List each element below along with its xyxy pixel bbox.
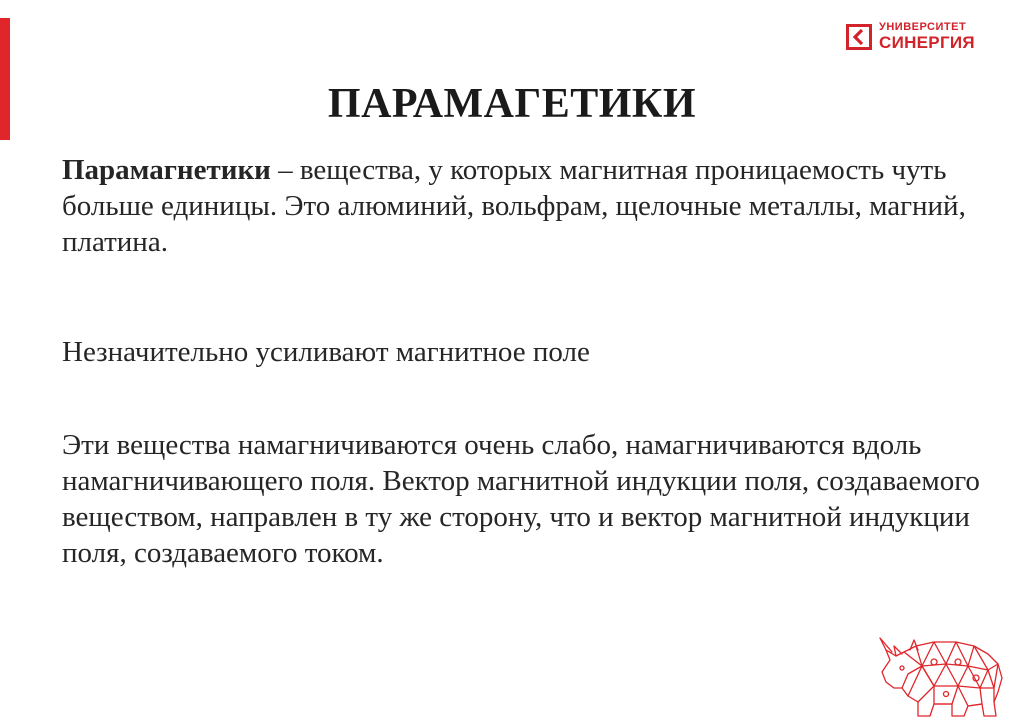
definition-paragraph xyxy=(62,152,982,260)
slide-content xyxy=(62,152,982,571)
effect-paragraph: Незначительно усиливают магнитное поле xyxy=(62,336,590,368)
slide-title: ПАРАМАГЕТИКИ xyxy=(327,81,697,127)
university-logo xyxy=(846,22,975,51)
logo-line-university: УНИВЕРСИТЕТ xyxy=(879,21,967,33)
synergy-logo-icon xyxy=(846,24,872,50)
explanation-paragraph: Эти вещества намагничиваются очень слабо, намагничиваются вдоль намагничивающего поля. Вектор магнитной индукции поля, создаваемого веществом, направлен в ту же сторону, что и вектор магнитной индукции поля, создаваемого током. xyxy=(62,429,980,569)
definition-text: – вещества, у которых магнитная проницаемость чуть больше единицы. Это алюминий, вольфрам, щелочные металлы, магний, платина. xyxy=(62,154,966,258)
logo-text xyxy=(879,22,975,51)
logo-line-synergy: СИНЕРГИЯ xyxy=(879,33,975,52)
defined-term: Парамагнетики xyxy=(62,154,271,186)
rhino-icon xyxy=(876,632,1006,720)
